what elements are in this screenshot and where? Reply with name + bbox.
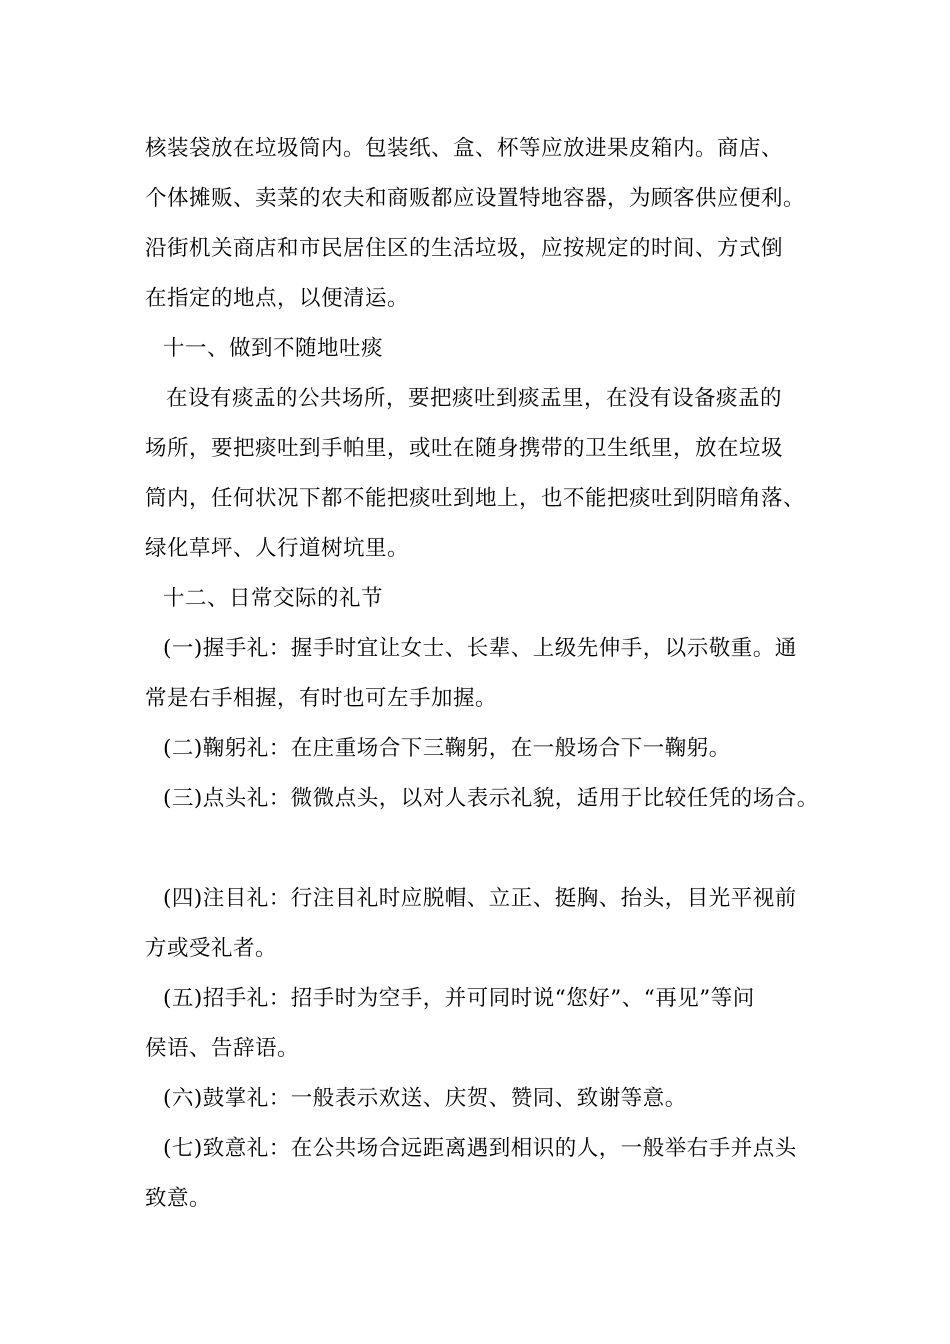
body-line: 沿街机关商店和市民居住区的生活垃圾，应按规定的时间、方式倒 (145, 236, 784, 261)
body-line: 场所，要把痰吐到手帕里，或吐在随身携带的卫生纸里，放在垃圾 (145, 436, 784, 461)
body-line: 常是右手相握，有时也可左手加握。 (145, 686, 498, 711)
body-line: (七)致意礼：在公共场合远距离遇到相识的人，一般举右手并点头 (163, 1136, 797, 1161)
body-line: 侯语、告辞语。 (145, 1036, 300, 1061)
body-line: 在设有痰盂的公共场所，要把痰吐到痰盂里，在没有设备痰盂的 (166, 386, 783, 411)
body-line: (五)招手礼：招手时为空手，并可同时说“您好”、“再见”等问 (163, 986, 755, 1011)
body-line: (四)注目礼：行注目礼时应脱帽、立正、挺胸、抬头，目光平视前 (163, 886, 797, 911)
body-line: (三)点头礼：微微点头，以对人表示礼貌，适用于比较任凭的场合。 (163, 786, 819, 811)
body-line: 个体摊贩、卖菜的农夫和商贩都应设置特地容器，为顾客供应便利。 (145, 186, 806, 211)
section-heading: 十一、做到不随地吐痰 (163, 336, 384, 361)
body-line: (六)鼓掌礼：一般表示欢送、庆贺、赞同、致谢等意。 (163, 1086, 687, 1111)
body-line: (一)握手礼：握手时宜让女士、长辈、上级先伸手，以示敬重。通 (163, 636, 797, 661)
body-line: 筒内，任何状况下都不能把痰吐到地上，也不能把痰吐到阴暗角落、 (145, 486, 806, 511)
body-line: 核装袋放在垃圾筒内。包装纸、盒、杯等应放进果皮箱内。商店、 (145, 136, 784, 161)
body-line: 方或受礼者。 (145, 936, 278, 961)
body-line: 绿化草坪、人行道树坑里。 (145, 536, 410, 561)
body-line: 在指定的地点，以便清运。 (145, 286, 410, 311)
body-line: 致意。 (145, 1186, 212, 1211)
body-line: (二)鞠躬礼：在庄重场合下三鞠躬，在一般场合下一鞠躬。 (163, 736, 731, 761)
section-heading: 十二、日常交际的礼节 (163, 586, 384, 611)
